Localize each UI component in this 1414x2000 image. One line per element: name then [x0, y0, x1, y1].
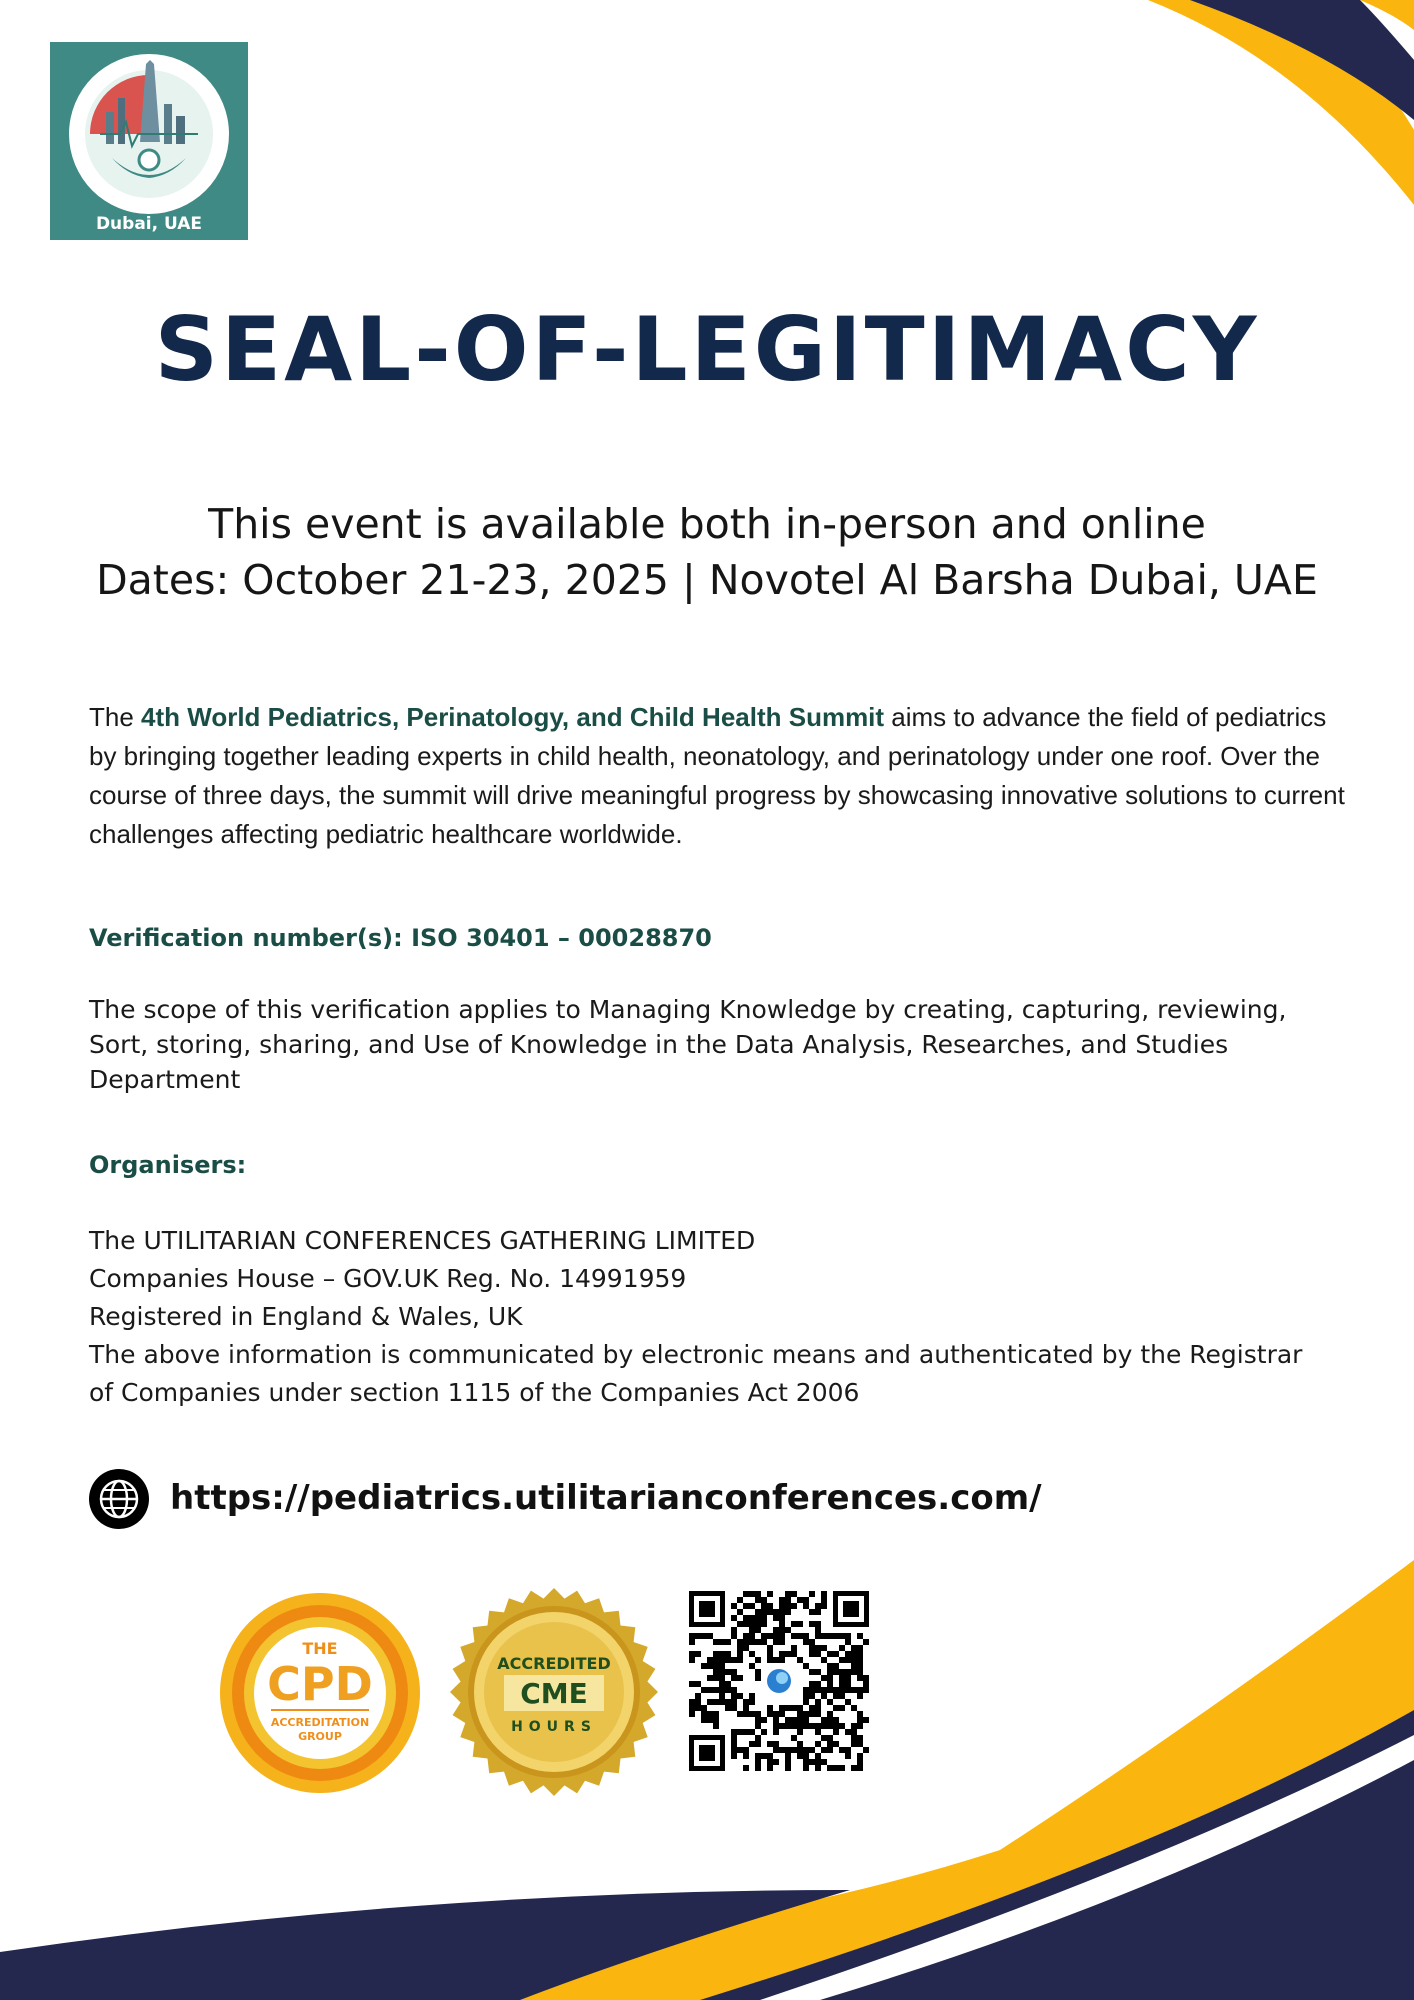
cpd-accreditation-badge: [217, 1590, 423, 1796]
qr-code[interactable]: [689, 1591, 869, 1771]
summit-name: 4th World Pediatrics, Perinatology, and Child Health Summit: [141, 702, 885, 732]
intro-paragraph: [89, 698, 1359, 854]
organiser-line: Companies House – GOV.UK Reg. No. 14991959: [89, 1264, 687, 1293]
organiser-line: The above information is communicated by electronic means and authenticated by the Registrar: [89, 1340, 1303, 1369]
organisers-heading: Organisers:: [89, 1151, 247, 1179]
summit-logo: [50, 42, 248, 240]
page-title: SEAL-OF-LEGITIMACY: [154, 298, 1260, 401]
cme-main-text: CME: [520, 1677, 588, 1710]
website-link[interactable]: https://pediatrics.utilitarianconferences.com/: [170, 1478, 1042, 1518]
event-subtitle: [0, 496, 1414, 608]
verification-heading: Verification number(s): ISO 30401 – 00028870: [89, 924, 712, 952]
organiser-line: The UTILITARIAN CONFERENCES GATHERING LIMITED: [89, 1226, 756, 1255]
intro-prefix: The: [89, 702, 142, 732]
cme-bottom-text: HOURS: [511, 1719, 597, 1735]
verification-scope: The scope of this verification applies to Managing Knowledge by creating, capturing, reviewing, Sort, storing, sharing, and Use of Knowledge in the Data Analysis, Researches, and Studies Department: [89, 995, 1287, 1094]
cpd-top-text: THE: [302, 1639, 338, 1658]
organiser-line: Registered in England & Wales, UK: [89, 1302, 523, 1331]
availability-line: This event is available both in-person and online: [208, 500, 1206, 548]
intro-suffix: aims to advance the field of pediatrics by bringing together leading experts in child health, neonatology, and perinatology under one roof. Over the course of three days, the summit will drive meaningful progress by showcasing innovative solutions to current challenges affecting pediatric healthcare worldwide.: [89, 702, 1345, 849]
dates-venue-line: Dates: October 21-23, 2025 | Novotel Al Barsha Dubai, UAE: [96, 556, 1318, 604]
organiser-line: of Companies under section 1115 of the Companies Act 2006: [89, 1378, 860, 1407]
cme-hours-badge: [449, 1587, 659, 1797]
cpd-line2-text: GROUP: [298, 1730, 342, 1743]
cpd-line1-text: ACCREDITATION: [270, 1716, 370, 1729]
cpd-main-text: CPD: [267, 1657, 373, 1711]
cme-top-text: ACCREDITED: [497, 1654, 611, 1673]
globe-icon: [89, 1469, 149, 1529]
organisers-details: [89, 1222, 1379, 1412]
logo-location: Dubai, UAE: [95, 214, 203, 234]
